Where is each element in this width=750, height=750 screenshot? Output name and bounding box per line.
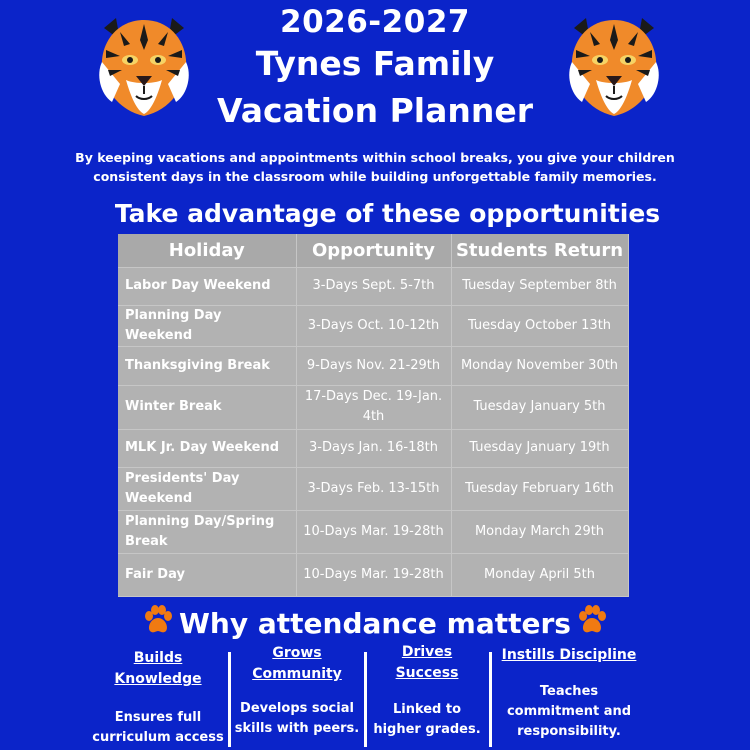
attendance-item-community [232,643,362,748]
attendance-heading: Why attendance matters [179,607,571,640]
return-cell: Tuesday October 13th [451,305,628,346]
title-family: Tynes Family [255,44,495,83]
holiday-cell: Winter Break [118,385,296,429]
table-row [118,385,628,429]
table-row [118,467,628,510]
holiday-cell: Presidents' Day Weekend [118,467,296,510]
table-row [118,305,628,346]
opportunity-cell: 9-Days Nov. 21-29th [296,346,451,385]
paw-print-icon [141,603,175,637]
table-header-row [118,234,628,267]
attendance-item-title: Drives Success [395,644,459,681]
opportunity-cell: 17-Days Dec. 19-Jan. 4th [296,385,451,429]
attendance-item-text: Teaches commitment and responsibility. [506,684,632,739]
table-row [118,346,628,385]
table-row [118,553,628,596]
table-heading: Take advantage of these opportunities [114,199,661,228]
attendance-item-discipline [494,645,644,750]
holiday-cell: Thanksgiving Break [118,346,296,385]
holiday-cell: Fair Day [118,553,296,596]
opportunity-cell: 3-Days Oct. 10-12th [296,305,451,346]
attendance-item-title: Builds Knowledge [114,650,202,687]
attendance-item-text: Linked to higher grades. [373,702,481,737]
vacation-table [118,234,629,597]
intro-text: By keeping vacations and appointments within school breaks, you give your children consistent days in the classroom while building unforgettable family memories. [75,150,675,184]
return-cell: Tuesday September 8th [451,267,628,305]
opportunity-cell: 10-Days Mar. 19-28th [296,510,451,553]
attendance-item-text: Develops social skills with peers. [234,701,360,736]
divider [228,652,231,747]
opportunity-cell: 3-Days Feb. 13-15th [296,467,451,510]
title-year: 2026-2027 [280,4,470,40]
holiday-cell: Planning Day Weekend [118,305,296,346]
title-planner: Vacation Planner [217,91,533,130]
return-cell: Monday April 5th [451,553,628,596]
return-cell: Tuesday January 19th [451,429,628,467]
opportunity-cell: 10-Days Mar. 19-28th [296,553,451,596]
column-header-holiday: Holiday [118,234,296,267]
attendance-item-text: Ensures full curriculum access [92,710,224,745]
paw-print-icon [575,603,609,637]
attendance-item-title: Instills Discipline [501,647,637,663]
opportunity-cell: 3-Days Jan. 16-18th [296,429,451,467]
divider [489,652,492,747]
attendance-heading-row [0,603,750,640]
holiday-cell: Planning Day/Spring Break [118,510,296,553]
attendance-item-title: Grows Community [252,645,342,682]
column-header-return: Students Return [451,234,628,267]
opportunity-cell: 3-Days Sept. 5-7th [296,267,451,305]
table-row [118,510,628,553]
attendance-item-knowledge [88,648,228,748]
return-cell: Monday March 29th [451,510,628,553]
attendance-item-success [368,642,486,747]
holiday-cell: MLK Jr. Day Weekend [118,429,296,467]
return-cell: Tuesday February 16th [451,467,628,510]
return-cell: Monday November 30th [451,346,628,385]
return-cell: Tuesday January 5th [451,385,628,429]
divider [364,652,367,747]
column-header-opportunity: Opportunity [296,234,451,267]
holiday-cell: Labor Day Weekend [118,267,296,305]
table-row [118,267,628,305]
table-row [118,429,628,467]
